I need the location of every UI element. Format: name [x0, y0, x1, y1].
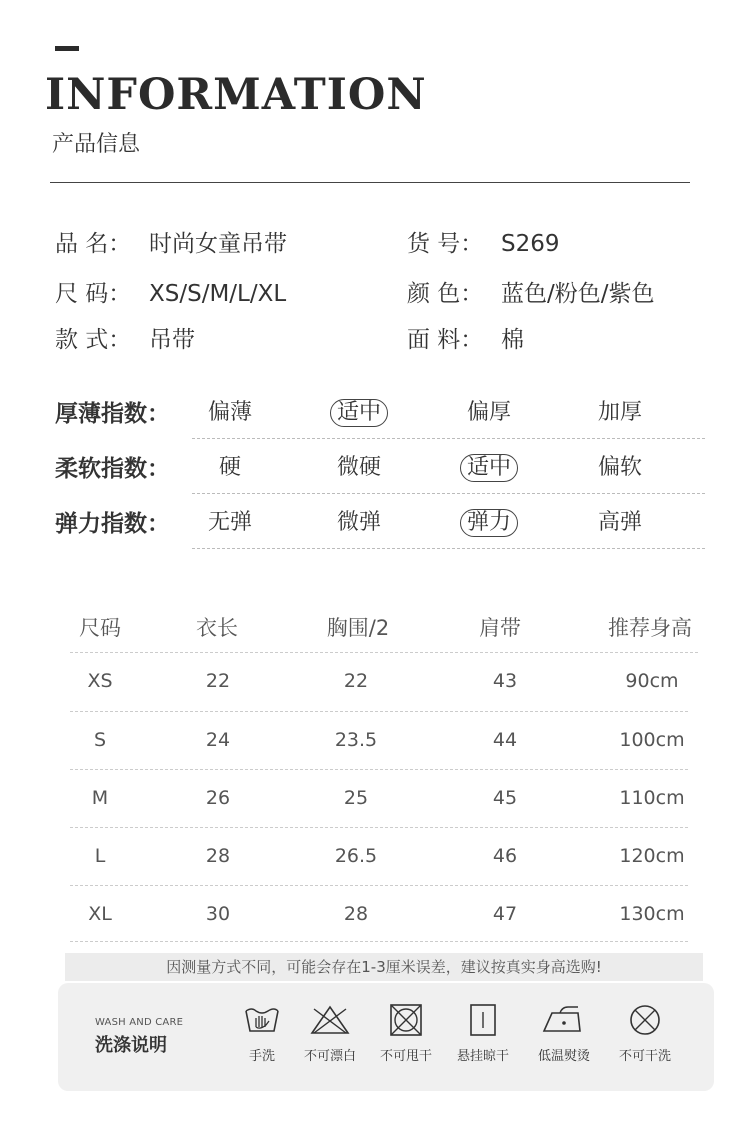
info-label: 尺 码： [55, 281, 132, 307]
info-value: 棉 [501, 327, 524, 353]
hand-wash-icon [242, 1003, 282, 1037]
table-cell: 26 [205, 787, 231, 809]
table-cell: 28 [343, 903, 369, 925]
table-cell: L [94, 845, 106, 867]
table-cell: 47 [492, 903, 518, 925]
care-title-cn: 洗涤说明 [95, 1035, 167, 1056]
no-bleach-icon [308, 1003, 352, 1037]
column-header: 衣长 [196, 616, 238, 640]
info-row [55, 322, 705, 358]
table-cell: 30 [205, 903, 231, 925]
table-cell: 26.5 [334, 845, 378, 867]
info-color [407, 276, 655, 312]
column-header: 肩带 [479, 616, 521, 640]
size-table-header [60, 606, 700, 650]
column-header: 尺码 [79, 616, 121, 640]
dashed-divider [70, 941, 688, 942]
table-cell: S [93, 729, 107, 751]
table-cell: 120cm [619, 845, 685, 867]
thickness-index [55, 394, 705, 438]
table-row [70, 827, 688, 884]
info-value: 时尚女童吊带 [149, 231, 287, 257]
no-tumble-dry-icon [387, 1003, 425, 1037]
page-subtitle: 产品信息 [52, 132, 141, 157]
info-name [55, 226, 287, 262]
softness-index [55, 449, 705, 493]
care-item [294, 1003, 366, 1073]
table-cell: XS [87, 670, 113, 692]
info-label: 面 料： [407, 327, 484, 353]
table-row [70, 769, 688, 826]
table-cell: 23.5 [334, 729, 378, 751]
info-row [55, 276, 705, 312]
care-label: 低温熨烫 [537, 1049, 590, 1064]
index-option: 偏薄 [207, 400, 252, 425]
column-header: 胸围/2 [326, 616, 390, 640]
page-title: INFORMATION [45, 70, 427, 120]
table-cell: 90cm [625, 670, 679, 692]
index-option-selected: 弹力 [449, 506, 529, 540]
index-option-selected: 适中 [449, 451, 529, 485]
info-row [55, 226, 705, 262]
elasticity-index [55, 504, 705, 548]
index-label: 弹力指数： [55, 511, 170, 537]
table-cell: 25 [343, 787, 369, 809]
index-option: 微硬 [336, 455, 381, 480]
table-cell: 24 [205, 729, 231, 751]
table-cell: 43 [492, 670, 518, 692]
index-option: 微弹 [336, 510, 381, 535]
index-option: 偏软 [597, 455, 642, 480]
table-cell: XL [88, 903, 112, 925]
care-label: 不可干洗 [618, 1049, 671, 1064]
dashed-divider [192, 493, 705, 494]
care-item [370, 1003, 442, 1073]
table-cell: 100cm [619, 729, 685, 751]
info-value: S269 [501, 231, 560, 257]
table-cell: 22 [205, 670, 231, 692]
info-size [55, 276, 286, 312]
table-row [70, 711, 688, 768]
table-cell: 28 [205, 845, 231, 867]
table-cell: 130cm [619, 903, 685, 925]
table-row [70, 885, 688, 942]
table-cell: M [91, 787, 109, 809]
info-label: 品 名： [55, 231, 132, 257]
care-title-box [88, 1013, 198, 1063]
index-option: 高弹 [597, 510, 642, 535]
care-label: 不可漂白 [303, 1049, 356, 1064]
table-cell: 110cm [619, 787, 685, 809]
care-label: 不可甩干 [379, 1049, 432, 1064]
table-cell: 46 [492, 845, 518, 867]
table-cell: 22 [343, 670, 369, 692]
line-dry-icon [465, 1003, 501, 1037]
care-panel [58, 983, 714, 1091]
index-label: 柔软指数： [55, 456, 170, 482]
care-item [447, 1003, 519, 1073]
care-label: 手洗 [248, 1049, 275, 1064]
index-option: 加厚 [597, 400, 642, 425]
info-sku [407, 226, 560, 262]
info-style [55, 322, 195, 358]
table-cell: 44 [492, 729, 518, 751]
care-item [609, 1003, 681, 1073]
care-item [528, 1003, 600, 1073]
measurement-note: 因测量方式不同，可能会存在1-3厘米误差，建议按真实身高选购! [65, 953, 703, 981]
index-option: 无弹 [207, 510, 252, 535]
index-label: 厚薄指数： [55, 401, 170, 427]
header-dash [55, 46, 79, 51]
care-label: 悬挂晾干 [456, 1049, 509, 1064]
divider [50, 182, 690, 183]
column-header: 推荐身高 [608, 616, 692, 640]
dashed-divider [192, 438, 705, 439]
info-label: 颜 色： [407, 281, 484, 307]
info-label: 款 式： [55, 327, 132, 353]
info-fabric [407, 322, 524, 358]
dashed-divider [192, 548, 705, 549]
index-option-selected: 适中 [319, 396, 399, 430]
low-iron-icon [540, 1003, 588, 1037]
info-label: 货 号： [407, 231, 484, 257]
info-value: 吊带 [149, 327, 195, 353]
index-option: 硬 [218, 455, 241, 480]
no-dry-clean-icon [627, 1003, 663, 1037]
info-value: 蓝色/粉色/紫色 [501, 281, 655, 307]
table-cell: 45 [492, 787, 518, 809]
info-value: XS/S/M/L/XL [149, 281, 287, 307]
care-title-en: WASH AND CARE [95, 1017, 184, 1028]
care-item [226, 1003, 298, 1073]
table-row [70, 653, 688, 709]
index-option: 偏厚 [466, 400, 511, 425]
